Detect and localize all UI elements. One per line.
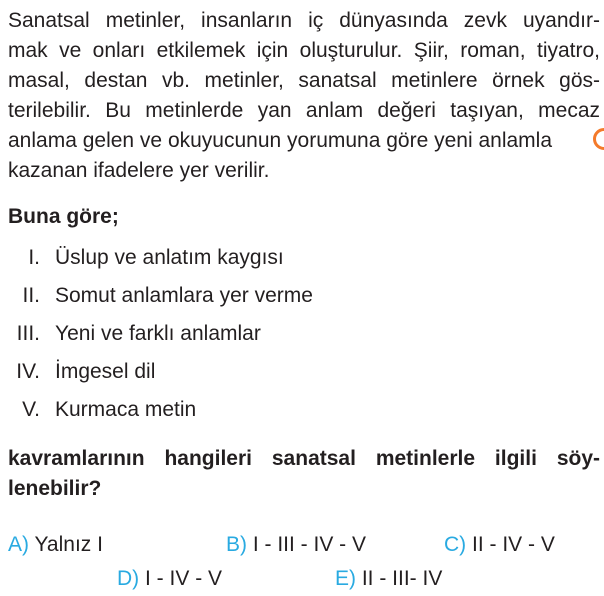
passage-line-2: mak ve onları etkilemek için oluşturulur. Şiir, roman, tiyatro, <box>8 39 600 62</box>
passage-line-4: terilebilir. Bu metinlerde yan anlam değeri taşıyan, mecaz <box>8 99 600 122</box>
option-e[interactable] <box>335 566 442 592</box>
item-numeral: III. <box>16 322 40 345</box>
option-letter: E) <box>335 567 356 590</box>
page-edge-mark-icon <box>593 128 604 150</box>
option-text: I - III - IV - V <box>252 533 367 556</box>
option-text: I - IV - V <box>145 567 223 590</box>
item-text: Somut anlamlara yer verme <box>55 284 313 307</box>
item-numeral: II. <box>22 284 40 307</box>
item-text: Üslup ve anlatım kaygısı <box>55 246 284 269</box>
option-text: II - IV - V <box>472 533 555 556</box>
option-c[interactable] <box>444 532 555 558</box>
option-text: II - III- IV <box>361 567 443 590</box>
question-line-2: lenebilir? <box>8 477 102 500</box>
item-numeral: I. <box>28 246 40 269</box>
item-text: Yeni ve farklı anlamlar <box>55 322 261 345</box>
option-letter: B) <box>226 533 247 556</box>
item-text: Kurmaca metin <box>55 398 197 421</box>
lead-in: Buna göre; <box>8 205 119 228</box>
passage-line-1: Sanatsal metinler, insanların iç dünyasında zevk uyandır- <box>8 9 600 32</box>
item-numeral: V. <box>22 398 40 421</box>
option-b[interactable] <box>226 532 366 558</box>
item-numeral: IV. <box>16 360 40 383</box>
passage-line-3: masal, destan vb. metinler, sanatsal metinlere örnek gös- <box>8 69 600 92</box>
option-letter: C) <box>444 533 467 556</box>
passage-line-5: anlama gelen ve okuyucunun yorumuna göre yeni anlamla <box>8 129 553 152</box>
question-line-1: kavramlarının hangileri sanatsal metinlerle ilgili söy- <box>8 447 600 470</box>
option-letter: A) <box>8 533 29 556</box>
item-text: İmgesel dil <box>55 360 156 383</box>
option-a[interactable] <box>8 532 103 558</box>
option-letter: D) <box>117 567 140 590</box>
passage-line-6: kazanan ifadelere yer verilir. <box>8 159 270 182</box>
option-d[interactable] <box>117 566 222 592</box>
option-text: Yalnız I <box>34 533 103 556</box>
